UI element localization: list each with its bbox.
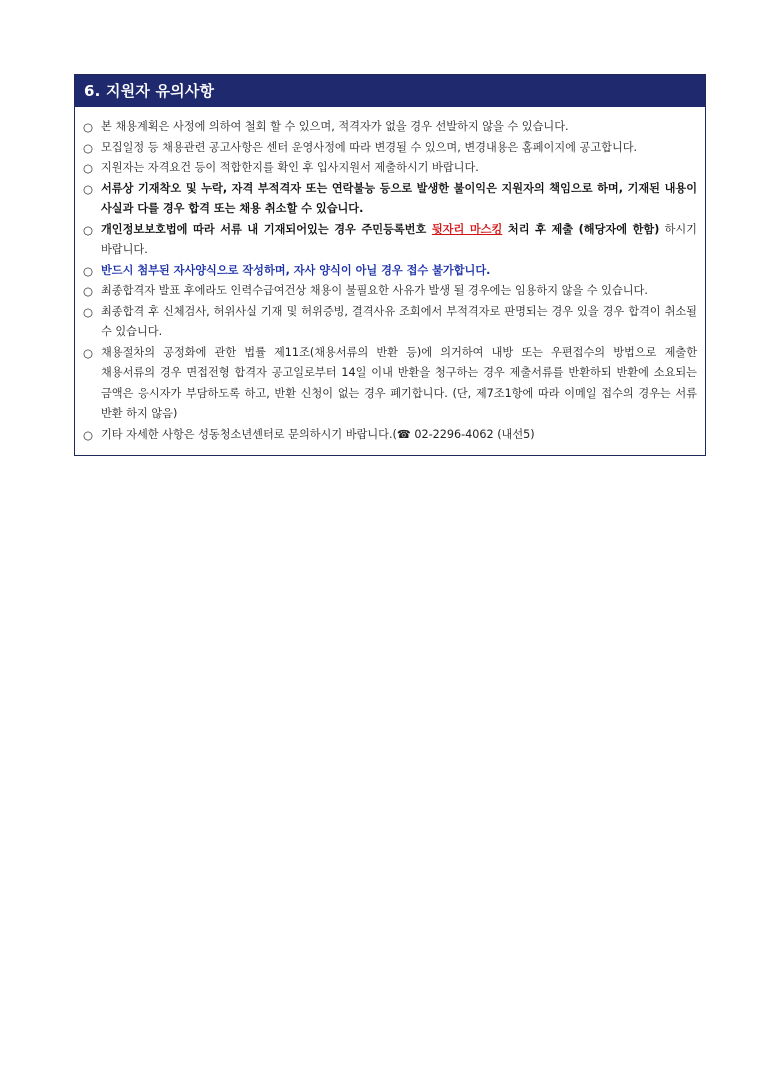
item-text: 최종합격 후 신체검사, 허위사실 기재 및 허위증빙, 결격사유 조회에서 부적격자로 판명되는 경우 있을 경우 합격이 취소될 수 있습니다. <box>101 304 697 338</box>
notice-list <box>75 107 705 455</box>
item-text: 하시기 바랍니다. <box>101 222 697 256</box>
list-item <box>83 261 697 282</box>
list-item <box>83 343 697 425</box>
section-title: 6. 지원자 유의사항 <box>75 75 705 107</box>
phone-icon: ☎ <box>396 427 411 441</box>
white-circle-icon: ○ <box>83 263 94 278</box>
white-circle-icon: ○ <box>83 284 94 298</box>
white-circle-icon: ○ <box>83 427 94 442</box>
list-item <box>83 281 697 302</box>
white-circle-icon: ○ <box>83 304 94 319</box>
item-text-bold: 서류상 기재착오 및 누락, 자격 부적격자 또는 연락불능 등으로 발생한 불이익은 지원자의 책임으로 하며, 기재된 내용이 사실과 다를 경우 합격 또는 채용 취소할 수 있습니다. <box>101 181 697 215</box>
item-text: 최종합격자 발표 후에라도 인력수급여건상 채용이 불필요한 사유가 발생 될 경우에는 임용하지 않을 수 있습니다. <box>101 284 648 297</box>
item-text-bold: 처리 후 제출 (해당자에 한함) <box>502 222 660 236</box>
notice-section <box>74 74 706 456</box>
white-circle-icon: ○ <box>83 161 94 175</box>
white-circle-icon: ○ <box>83 345 94 360</box>
list-item <box>83 220 697 261</box>
item-text: 기타 자세한 사항은 성동청소년센터로 문의하시기 바랍니다.( <box>101 427 397 441</box>
list-item <box>83 117 697 138</box>
item-text: 모집일정 등 채용관련 공고사항은 센터 운영사정에 따라 변경될 수 있으며, 변경내용은 홈페이지에 공고합니다. <box>101 140 638 154</box>
item-text: 지원자는 자격요건 등이 적합한지를 확인 후 입사지원서 제출하시기 바랍니다. <box>101 161 479 174</box>
item-text: 채용절차의 공정화에 관한 법률 제11조(채용서류의 반환 등)에 의거하여 내방 또는 우편접수의 방법으로 제출한 채용서류의 경우 면접전형 합격자 공고일로부터 14일 이내 반환을 청구하는 경우 제출서류를 반환하되 반환에 소요되는 금액은 응시자가 부담하도록 하고, 반환 신청이 없는 경우 폐기합니다. (단, 제7조1항에 따라 이메일 접수의 경우는 서류 반환 하지 않음) <box>101 345 697 420</box>
white-circle-icon: ○ <box>83 181 94 196</box>
list-item <box>83 138 697 159</box>
contact-phone: 02-2296-4062 (내선5) <box>410 427 535 441</box>
masking-emphasis: 뒷자리 마스킹 <box>431 222 503 236</box>
list-item <box>83 425 697 446</box>
list-item <box>83 302 697 343</box>
white-circle-icon: ○ <box>83 140 94 155</box>
white-circle-icon: ○ <box>83 120 94 134</box>
list-item <box>83 179 697 220</box>
item-text: 본 채용계획은 사정에 의하여 철회 할 수 있으며, 적격자가 없을 경우 선발하지 않을 수 있습니다. <box>101 120 569 133</box>
list-item <box>83 158 697 179</box>
white-circle-icon: ○ <box>83 222 94 237</box>
item-text-blue: 반드시 첨부된 자사양식으로 작성하며, 자사 양식이 아닐 경우 접수 불가합니다. <box>101 263 491 277</box>
item-text-bold: 개인정보보호법에 따라 서류 내 기재되어있는 경우 주민등록번호 <box>101 222 432 236</box>
